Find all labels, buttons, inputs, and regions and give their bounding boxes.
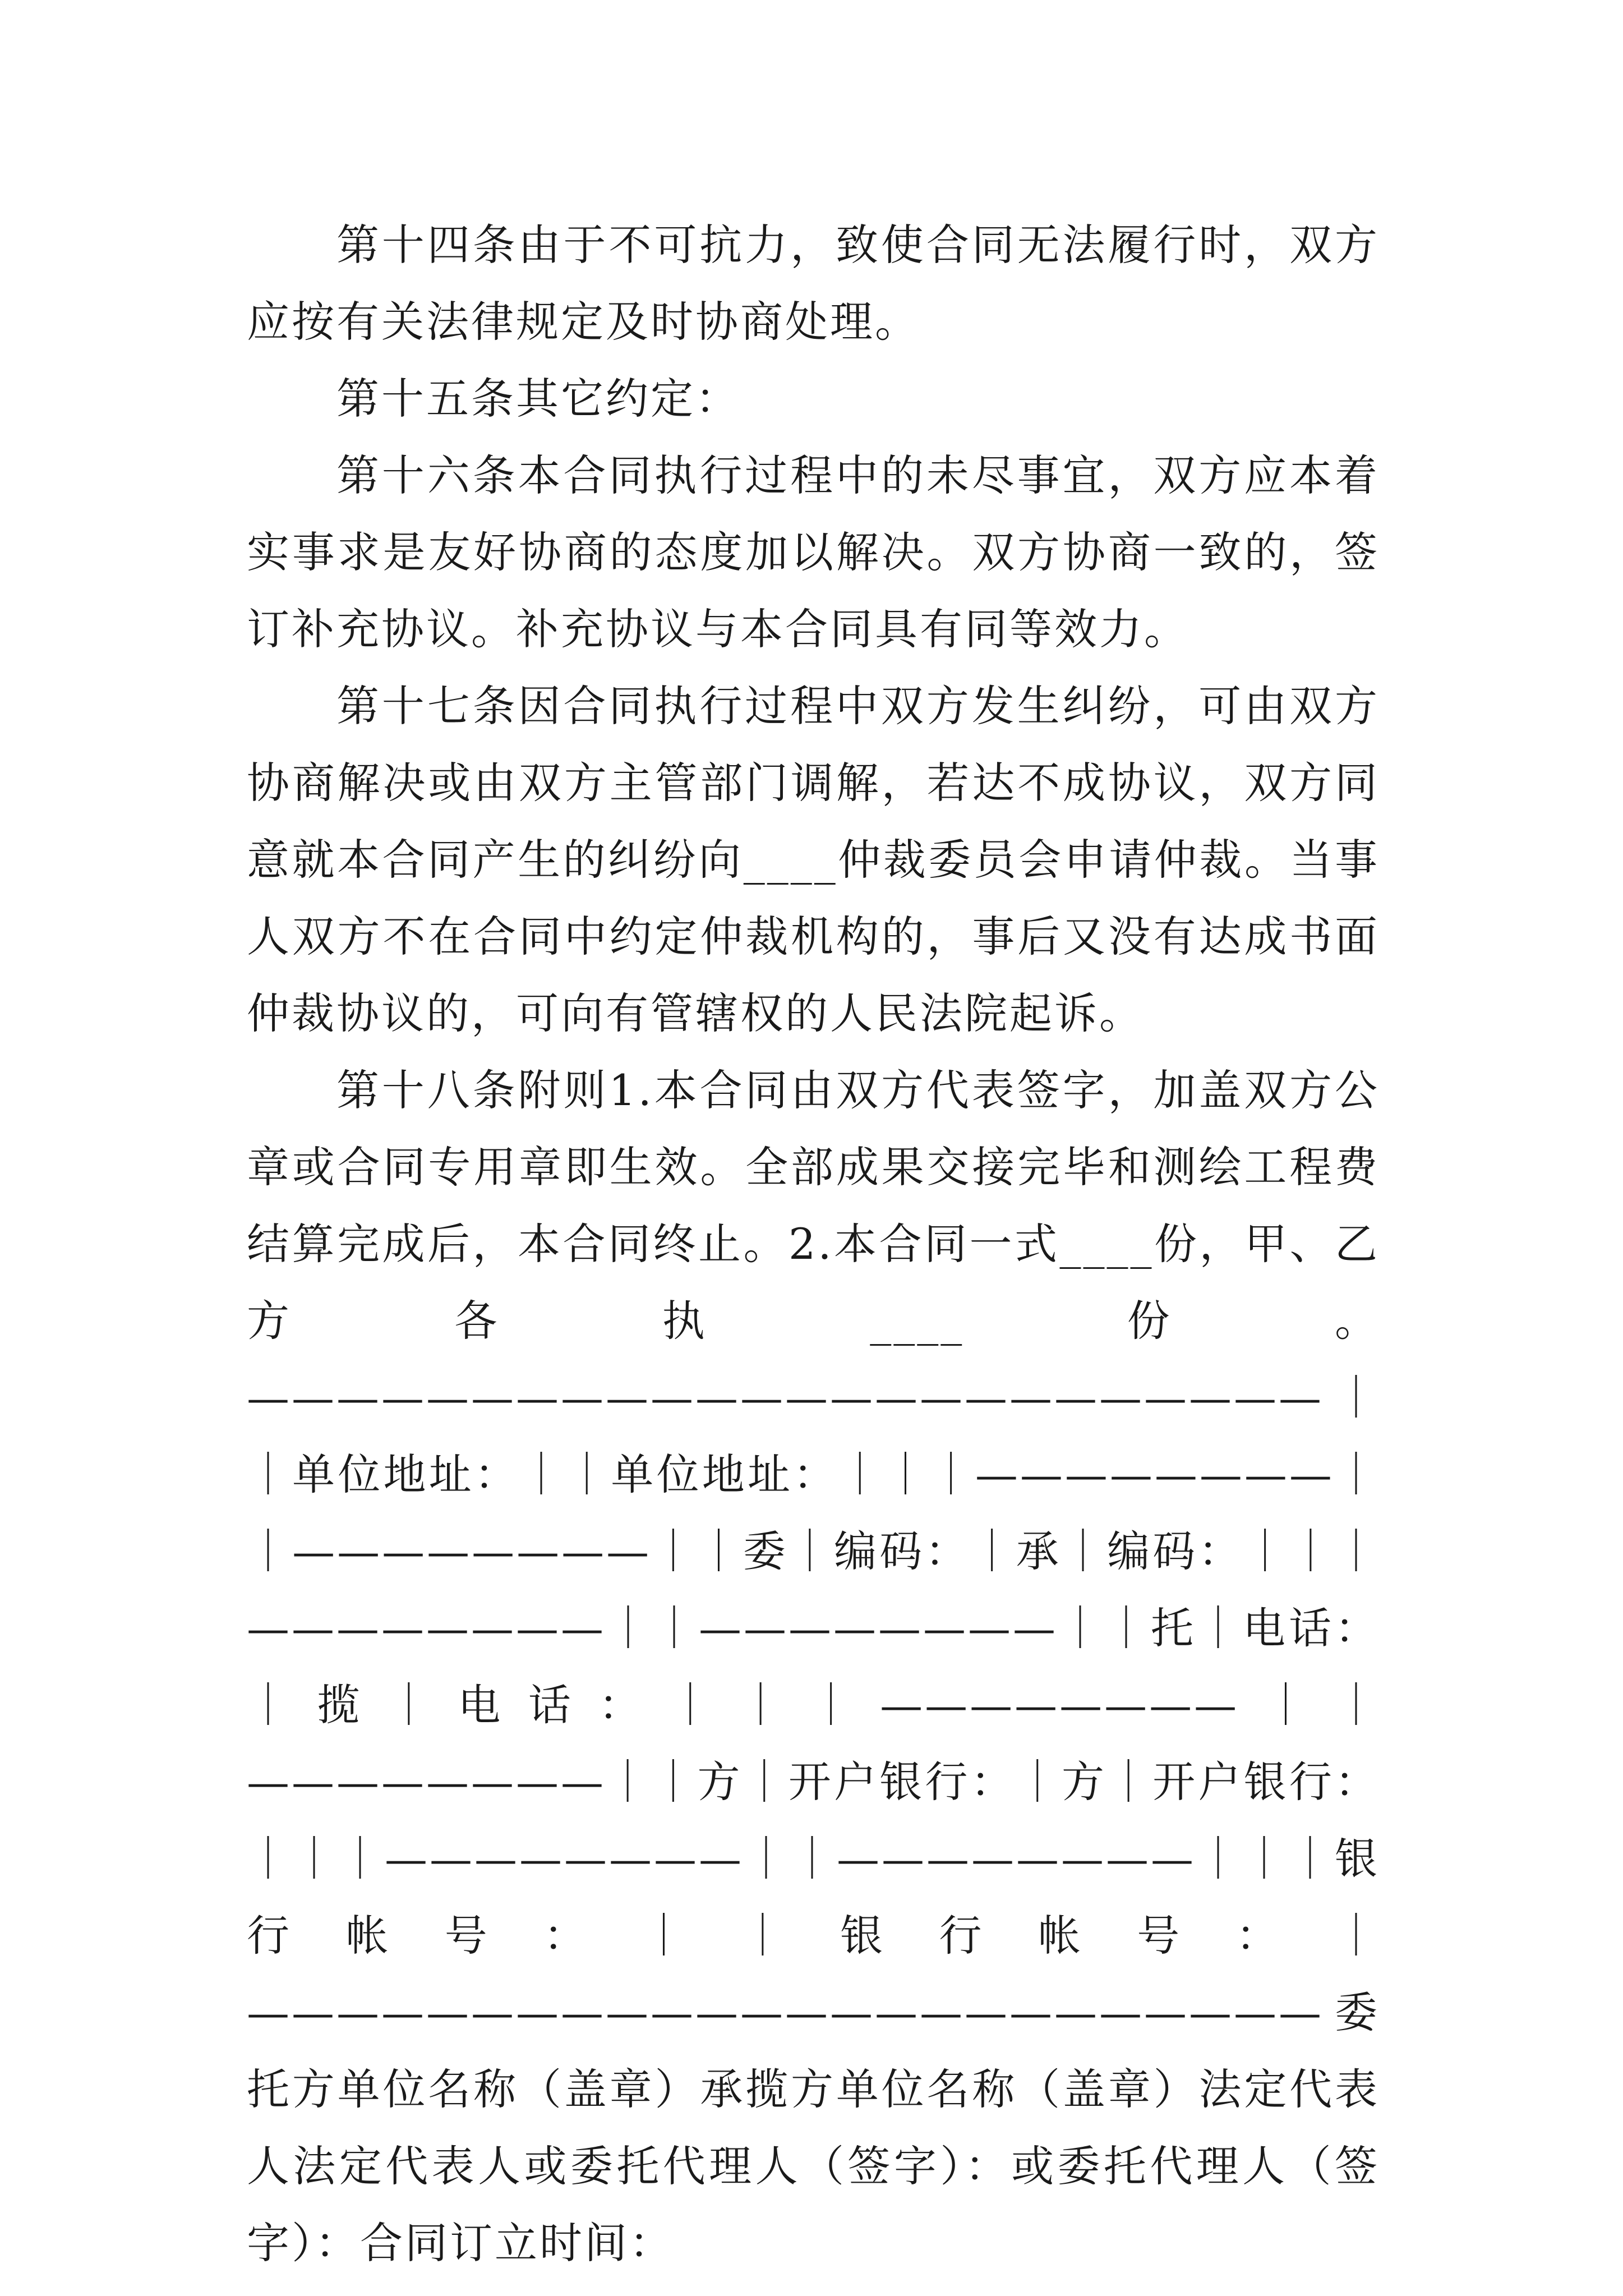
article-15: 第十五条其它约定： bbox=[336, 374, 740, 424]
article-16: 第十六条本合同执行过程中的未尽事宜，双方应本着实事求是友好协商的态度加以解决。双方协商一致的，签订补充协议。补充协议与本合同具有同等效力。 bbox=[247, 450, 1380, 654]
contract-body bbox=[247, 206, 1380, 2281]
article-14: 第十四条由于不可抗力，致使合同无法履行时，双方应按有关法律规定及时协商处理。 bbox=[247, 220, 1380, 347]
article-17: 第十七条因合同执行过程中双方发生纠纷，可由双方协商解决或由双方主管部门调解，若达不成协议，双方同意就本合同产生的纠纷向____仲裁委员会申请仲裁。当事人双方不在合同中约定仲裁机构的，事后又没有达成书面仲裁协议的，可向有管辖权的人民法院起诉。 bbox=[247, 681, 1380, 1038]
article-18-and-signature-table: 第十八条附则1.本合同由双方代表签字，加盖双方公章或合同专用章即生效。全部成果交接完毕和测绘工程费结算完成后，本合同终止。2.本合同一式____份，甲、乙方各执____份。————————————————————————｜｜单位地址：｜｜单位地址：｜｜｜————————｜｜————————｜｜委｜编码：｜承｜编码：｜｜｜————————｜｜————————｜｜托｜电话：｜揽｜电话：｜｜｜————————｜｜————————｜｜方｜开户银行：｜方｜开户银行：｜｜｜————————｜｜————————｜｜｜银行帐号：｜｜银行帐号：｜————————————————————————委托方单位名称（盖章）承揽方单位名称（盖章）法定代表人法定代表人或委托代理人（签字）：或委托代理人（签字）：合同订立时间： bbox=[247, 1065, 1380, 2268]
